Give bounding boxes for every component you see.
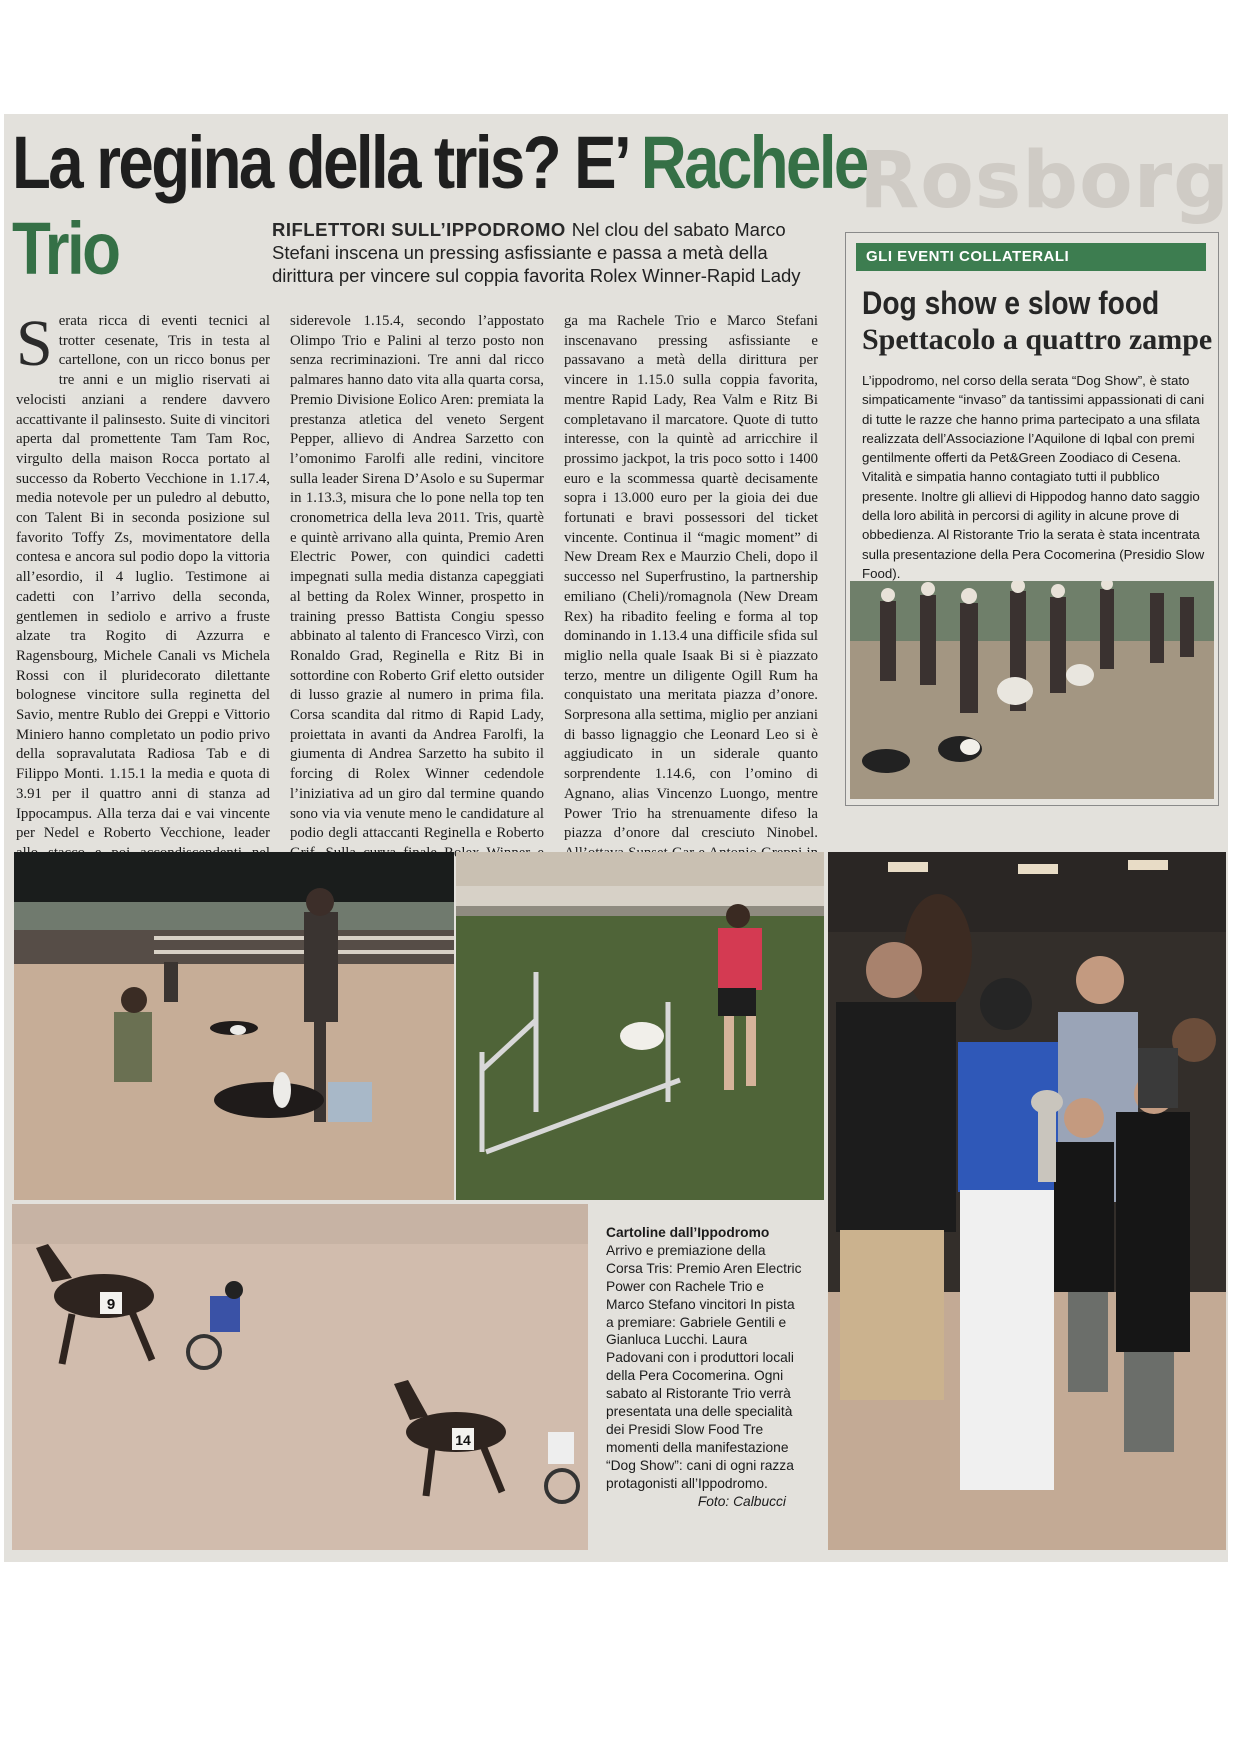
- caption-body: Arrivo e premiazione della Corsa Tris: Premio Aren Electric Power con Rachele Trio e Marco Stefano vincitori In pista a premiare: Gabriele Gentili e Gianluca Lucchi. Laura Padovani con i produttori locali della Pera Cocomerina. Ogni sabato al Ristorante Trio verrà presentata una delle specialità dei Presidi Slow Food Tre momenti della manifestazione “Dog Show”: cani di ogni razza protagonisti all’Ippodromo.: [606, 1242, 802, 1491]
- sidebar-subtitle: Spettacolo a quattro zampe: [862, 323, 1213, 356]
- headline-main: La regina della tris? E’: [12, 121, 626, 204]
- harness-race-photo: [12, 1204, 588, 1550]
- horse-number-14: 14: [455, 1432, 471, 1448]
- headline: [12, 122, 867, 204]
- dropcap: S: [16, 307, 53, 380]
- caption-title: Cartoline dall’Ippodromo: [606, 1225, 770, 1240]
- deck-text: Nel clou del sabato Marco Stefani inscena un pressing asfissiante e passa a metà della dirittura per vincere sul coppia favorita Rolex Winner-Rapid Lady: [272, 219, 801, 286]
- headline-line2: Trio: [12, 207, 119, 290]
- ghost-bleed-text: Rosborg: [859, 136, 1230, 226]
- sidebar-body: L’ippodromo, nel corso della serata “Dog Show”, è stato simpaticamente “invaso” da tantissimi appassionati di cani di tutte le razze che hanno prima partecipato a una sfilata realizzata dell’Associazione l’Aquilone di Iqbal con premi gentilmente offerti da Pet&Green Zoodiaco di Cesena. Vitalità e simpatia hanno contagiato tutti il pubblico presente. Inoltre gli allievi di Hippodog hanno dato saggio della loro abilità in percorsi di agility in alcune prove di obbedienza. Al Ristorante Trio la serata è stata incentrata sulla presentazione della Pera Cocomerina (Presidio Slow Food).: [862, 373, 1205, 581]
- dog-parade-photo: [850, 581, 1214, 799]
- article-column-3: [564, 312, 818, 883]
- kicker: RIFLETTORI SULL’IPPODROMO: [272, 219, 566, 240]
- article-column-1: [16, 307, 270, 903]
- photo-caption: [606, 1224, 806, 1511]
- sidebar-box: [845, 232, 1219, 806]
- award-ceremony-photo: [828, 852, 1226, 1550]
- column-3-text: ga ma Rachele Trio e Marco Stefani inscenavano pressing asfissiante e passavano a metà della dirittura per vincere in 1.15.0 sulla coppia favorita, mentre Rapid Lady, Rea Valm e Ritz Bi completavano il marcatore. Quote di tutto interesse, con la quintè ad arricchire il prossimo jackpot, la tris poco sotto i 1400 euro e la scommessa quartè decisamente sopra i 13.000 euro per la gioia dei due fortunati e bravi possessori del ticket vincente. Continua il “magic moment” di New Dream Rex e Maurzio Cheli, dopo il successo nel Superfrustino, la partnership emiliano (Cheli)/romagnola (New Dream Rex) ha ribadito feeling e forma al top dominando in 1.13.4 una difficile sfida sul miglio nella quale Isaak Bi si è piazzato terzo, mentre un diligente Ogill Rum ha conquistato una meritata piazza d’onore. Sorpresona alla settima, miglio per anziani di basso lignaggio che Leonard Leo si è aggiudicato in un siderale quanto sorprendente 1.14.6, con l’omino di Agnano, alias Vincenzo Luongo, mentre Power Trio ha strenuamente difeso la piazza d’onore dal cresciuto Ninobel.: [564, 313, 818, 842]
- dog-agility-photo: [456, 852, 824, 1200]
- dog-show-track-photo: [14, 852, 454, 1200]
- horse-number-9: 9: [106, 1296, 116, 1313]
- article-column-2: [290, 312, 544, 883]
- sidebar-label: GLI EVENTI COLLATERALI: [856, 243, 1206, 271]
- column-2-text: siderevole 1.15.4, secondo l’appostato Olimpo Trio e Palini al terzo posto non senza recriminazioni. Tre anni dal ricco palmares hanno dato vita alla quarta corsa, Premio Divisione Eolico Aren: premiata la prestanza atletica del veneto Sergent Pepper, allievo di Andrea Sarzetto con l’omonimo Farolfi alle redini, vincitore sulla leader Sirena D’Asolo e su Supermar in 1.13.3, misura che lo pone nella top ten cronometrica della leva 2011. Tris, quartè e quintè arrivano alla quinta, Premio Aren Electric Power, con quindici cadetti impegnati sulla media distanza capeggiati al betting da Rolex Winner, prospetto in training presso Battista Congiu spesso abbinato al talento di Francesco Virzì, con Ronaldo Grad, Reginella e Ritz Bi in sottordine con Roberto Grif eletto outsider di lusso grazie al numero in prima fila. Corsa scandita dal ritmo di Rapid Lady, proiettata in avanti da Andrea Farolfi, la giumenta di Andrea Sarzetto ha subito il forcing di Rolex Winner cedendole l’iniziativa ad un giro dal termine quando sono via via venute meno le candidature al podio degli attaccanti Reginella e Roberto: [290, 313, 544, 842]
- article-deck: [272, 218, 817, 287]
- column-1-text: erata ricca di eventi tecnici al trotter cesenate, Tris in testa al cartellone, con un ricco bonus per tre anni e un miglio riservati ai velocisti anziani a rendere davvero accattivante il palinsesto. Suite di vincitori aperta dal promettente Tam Tam Roc, virgulto della maison Rocca portato al successo da Roberto Vecchione in 1.17.4, media notevole per un puledro al debutto, con Talent Bi in seconda posizione sul favorito Toffy Zs, movimentatore della contesa e ancora sul podio dopo la vittoria all’esordio, il 4 luglio. Testimone ai cadetti con l’arrivo della seconda, gentlemen in sediolo e arrivo a fruste alzate tra Rogito di Azzurra e Ragensbourg, Michele Canali vs Michela Rossi con il pluridecorato dilettante bolognese vincitore sulla reginetta del Savio, mentre Rublo dei Greppi e Vittorio Miniero hanno completato un podio privo della sopravalutata Radiosa Tab e di Filippo Monti. 1.15.1 la media e quota di 3.91 per il quattro anni di stanza ad Ippocampus. Alla terza dai e vai vincente per Nedel e Roberto Vecchione, leader: [16, 313, 270, 842]
- headline-highlight: Rachele: [640, 121, 867, 204]
- sidebar-title: Dog show e slow food: [862, 285, 1160, 321]
- photo-credit: Foto: Calbucci: [697, 1493, 786, 1509]
